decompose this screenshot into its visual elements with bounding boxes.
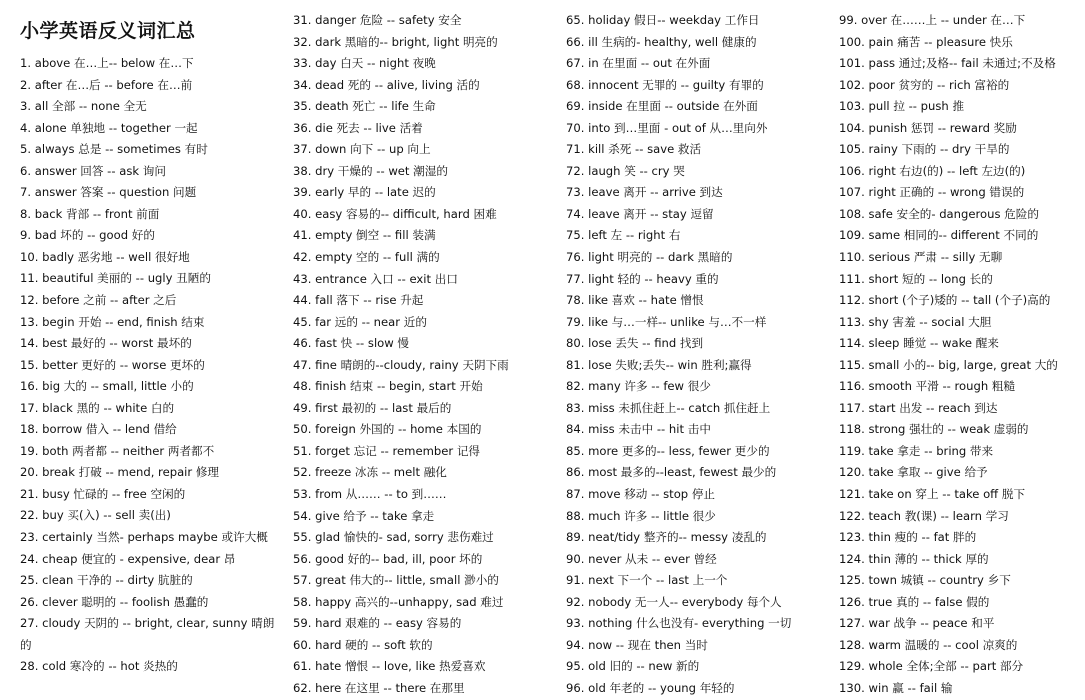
word-pair-item: 99. over 在……上 -- under 在…下 xyxy=(839,13,1026,27)
word-pair-item: 48. finish 结束 -- begin, start 开始 xyxy=(293,379,483,394)
word-pair-item: 32. dark 黑暗的-- bright, light 明亮的 xyxy=(293,34,498,49)
word-pair-item: 26. clever 聪明的 -- foolish 愚蠢的 xyxy=(20,594,209,609)
word-pair-item: 23. certainly 当然- perhaps maybe 或许大概 xyxy=(20,530,268,545)
word-pair-item: 76. light 明亮的 -- dark 黑暗的 xyxy=(566,250,733,265)
word-pair-item: 95. old 旧的 -- new 新的 xyxy=(566,659,700,674)
word-pair-item: 93. nothing 什么也没有- everything 一切 xyxy=(566,616,792,631)
word-pair-item: 40. easy 容易的-- difficult, hard 困难 xyxy=(293,206,497,221)
word-pair-item: 7. answer 答案 -- question 问题 xyxy=(20,185,197,200)
word-pair-item: 125. town 城镇 -- country 乡下 xyxy=(839,573,1011,588)
word-pair-item: 106. right 右边(的) -- left 左边(的) xyxy=(839,163,1026,178)
word-pair-item: 53. from 从…… -- to 到…… xyxy=(293,487,447,502)
word-pair-item: 74. leave 离开 -- stay 逗留 xyxy=(566,206,714,221)
word-pair-item: 58. happy 高兴的--unhappy, sad 难过 xyxy=(293,594,504,609)
word-pair-item: 18. borrow 借入 -- lend 借给 xyxy=(20,422,177,437)
word-pair-item: 86. most 最多的--least, fewest 最少的 xyxy=(566,465,777,480)
word-pair-item: 14. best 最好的 -- worst 最坏的 xyxy=(20,336,192,351)
word-pair-item: 111. short 短的 -- long 长的 xyxy=(839,271,993,286)
word-pair-item: 60. hard 硬的 -- soft 软的 xyxy=(293,637,433,652)
word-pair-item: 130. win 赢 -- fail 输 xyxy=(839,680,953,695)
word-pair-item: 128. warm 温暖的 -- cool 凉爽的 xyxy=(839,637,1018,652)
word-pair-item: 17. black 黑的 -- white 白的 xyxy=(20,400,175,415)
word-pair-item: 27. cloudy 天阴的 -- bright, clear, sunny 晴朗的 xyxy=(20,616,275,652)
word-pair-item: 62. here 在这里 -- there 在那里 xyxy=(293,680,465,695)
word-pair-item: 75. left 左 -- right 右 xyxy=(566,228,681,243)
word-pair-item: 113. shy 害羞 -- social 大胆 xyxy=(839,314,992,329)
word-pair-item: 43. entrance 入口 -- exit 出口 xyxy=(293,271,458,286)
word-pair-item: 81. lose 失败;丢失-- win 胜利;赢得 xyxy=(566,357,752,372)
word-pair-item: 49. first 最初的 -- last 最后的 xyxy=(293,400,452,415)
word-pair-item: 39. early 早的 -- late 迟的 xyxy=(293,185,436,200)
word-pair-item: 91. next 下一个 -- last 上一个 xyxy=(566,573,728,588)
word-pair-item: 126. true 真的 -- false 假的 xyxy=(839,594,990,609)
word-pair-item: 68. innocent 无罪的 -- guilty 有罪的 xyxy=(566,77,764,92)
word-pair-item: 4. alone 单独地 -- together 一起 xyxy=(20,120,198,135)
word-pair-item: 105. rainy 下雨的 -- dry 干旱的 xyxy=(839,142,1010,157)
word-pair-item: 22. buy 买(入) -- sell 卖(出) xyxy=(20,508,171,523)
word-pair-item: 13. begin 开始 -- end, finish 结束 xyxy=(20,314,205,329)
word-pair-item: 80. lose 丢失 -- find 找到 xyxy=(566,336,704,351)
word-pair-item: 42. empty 空的 -- full 满的 xyxy=(293,250,440,265)
column-4 xyxy=(839,10,1079,700)
word-pair-item: 121. take on 穿上 -- take off 脱下 xyxy=(839,487,1026,502)
word-pair-item: 52. freeze 冰冻 -- melt 融化 xyxy=(293,465,447,480)
word-pair-item: 115. small 小的-- big, large, great 大的 xyxy=(839,357,1058,372)
word-pair-item: 124. thin 薄的 -- thick 厚的 xyxy=(839,551,989,566)
word-pair-item: 70. into 到…里面 - out of 从…里向外 xyxy=(566,120,768,135)
word-pair-item: 107. right 正确的 -- wrong 错误的 xyxy=(839,185,1025,200)
word-pair-item: 104. punish 惩罚 -- reward 奖励 xyxy=(839,120,1017,135)
word-pair-item: 41. empty 倒空 -- fill 装满 xyxy=(293,228,436,243)
word-pair-item: 25. clean 干净的 -- dirty 肮脏的 xyxy=(20,573,193,588)
word-pair-item: 67. in 在里面 -- out 在外面 xyxy=(566,56,711,71)
word-pair-item: 71. kill 杀死 -- save 救活 xyxy=(566,142,702,157)
word-pair-item: 15. better 更好的 -- worse 更坏的 xyxy=(20,357,205,372)
word-pair-item: 96. old 年老的 -- young 年轻的 xyxy=(566,680,735,695)
word-pair-item: 6. answer 回答 -- ask 询问 xyxy=(20,163,166,178)
word-pair-item: 88. much 许多 -- little 很少 xyxy=(566,508,716,523)
word-pair-item: 73. leave 离开 -- arrive 到达 xyxy=(566,185,723,200)
word-pair-item: 38. dry 干燥的 -- wet 潮湿的 xyxy=(293,163,448,178)
word-pair-item: 122. teach 教(课) -- learn 学习 xyxy=(839,508,1009,523)
word-pair-item: 82. many 许多 -- few 很少 xyxy=(566,379,711,394)
word-pair-item: 110. serious 严肃 -- silly 无聊 xyxy=(839,250,1003,265)
word-pair-item: 5. always 总是 -- sometimes 有时 xyxy=(20,142,208,157)
word-pair-item: 83. miss 未抓住赶上-- catch 抓住赶上 xyxy=(566,400,771,415)
column-1 xyxy=(20,10,275,678)
word-pair-item: 109. same 相同的-- different 不同的 xyxy=(839,228,1039,243)
word-pair-item: 90. never 从未 -- ever 曾经 xyxy=(566,551,717,566)
word-pair-item: 94. now -- 现在 then 当时 xyxy=(566,637,708,652)
word-pair-item: 45. far 远的 -- near 近的 xyxy=(293,314,427,329)
word-pair-item: 77. light 轻的 -- heavy 重的 xyxy=(566,271,719,286)
word-pair-item: 119. take 拿走 -- bring 带来 xyxy=(839,443,994,458)
word-pair-item: 79. like 与…一样-- unlike 与…不一样 xyxy=(566,314,767,329)
word-pair-item: 10. badly 恶劣地 -- well 很好地 xyxy=(20,249,190,264)
word-pair-item: 36. die 死去 -- live 活着 xyxy=(293,120,423,135)
word-pair-item: 8. back 背部 -- front 前面 xyxy=(20,206,160,221)
word-pair-item: 31. danger 危险 -- safety 安全 xyxy=(293,13,462,27)
word-pair-item: 89. neat/tidy 整齐的-- messy 凌乱的 xyxy=(566,530,767,545)
word-pair-item: 9. bad 坏的 -- good 好的 xyxy=(20,228,155,243)
word-pair-item: 35. death 死亡 -- life 生命 xyxy=(293,99,436,114)
word-pair-item: 127. war 战争 -- peace 和平 xyxy=(839,616,995,631)
word-pair-item: 114. sleep 睡觉 -- wake 醒来 xyxy=(839,336,999,351)
word-pair-item: 108. safe 安全的- dangerous 危险的 xyxy=(839,206,1039,221)
word-pair-item: 59. hard 艰难的 -- easy 容易的 xyxy=(293,616,462,631)
word-pair-item: 51. forget 忘记 -- remember 记得 xyxy=(293,443,481,458)
word-pair-item: 103. pull 拉 -- push 推 xyxy=(839,99,965,114)
word-pair-item: 19. both 两者都 -- neither 两者都不 xyxy=(20,443,215,458)
word-pair-item: 118. strong 强壮的 -- weak 虚弱的 xyxy=(839,422,1029,437)
word-pair-item: 28. cold 寒冷的 -- hot 炎热的 xyxy=(20,659,178,674)
word-pair-item: 101. pass 通过;及格-- fail 未通过;不及格 xyxy=(839,56,1056,71)
word-pair-item: 100. pain 痛苦 -- pleasure 快乐 xyxy=(839,34,1013,49)
word-pair-item: 84. miss 未击中 -- hit 击中 xyxy=(566,422,711,437)
column-3 xyxy=(566,10,831,700)
word-pair-item: 16. big 大的 -- small, little 小的 xyxy=(20,379,194,394)
word-pair-item: 2. after 在…后 -- before 在…前 xyxy=(20,77,193,92)
word-pair-item: 123. thin 瘦的 -- fat 胖的 xyxy=(839,530,977,545)
word-pair-item: 120. take 拿取 -- give 给予 xyxy=(839,465,988,480)
word-pair-item: 12. before 之前 -- after 之后 xyxy=(20,293,177,308)
word-pair-item: 54. give 给予 -- take 拿走 xyxy=(293,508,435,523)
word-pair-item: 3. all 全部 -- none 全无 xyxy=(20,99,147,114)
word-pair-item: 44. fall 落下 -- rise 升起 xyxy=(293,293,424,308)
word-pair-item: 112. short (个子)矮的 -- tall (个子)高的 xyxy=(839,293,1051,308)
word-pair-item: 24. cheap 便宜的 - expensive, dear 昂 xyxy=(20,551,236,566)
page-title: 小学英语反义词汇总 xyxy=(20,20,196,42)
word-pair-item: 20. break 打破 -- mend, repair 修理 xyxy=(20,465,220,480)
word-pair-item: 55. glad 愉快的- sad, sorry 悲伤难过 xyxy=(293,530,494,545)
word-pair-item: 92. nobody 无一人-- everybody 每个人 xyxy=(566,594,782,609)
word-pair-item: 117. start 出发 -- reach 到达 xyxy=(839,400,998,415)
word-pair-item: 37. down 向下 -- up 向上 xyxy=(293,142,431,157)
word-pair-item: 69. inside 在里面 -- outside 在外面 xyxy=(566,99,758,114)
word-pair-item: 56. good 好的-- bad, ill, poor 坏的 xyxy=(293,551,483,566)
word-pair-item: 11. beautiful 美丽的 -- ugly 丑陋的 xyxy=(20,271,211,286)
word-pair-item: 1. above 在…上-- below 在…下 xyxy=(20,56,194,70)
word-pair-item: 34. dead 死的 -- alive, living 活的 xyxy=(293,77,480,92)
word-pair-item: 87. move 移动 -- stop 停止 xyxy=(566,487,716,502)
word-pair-item: 50. foreign 外国的 -- home 本国的 xyxy=(293,422,482,437)
word-pair-item: 85. more 更多的-- less, fewer 更少的 xyxy=(566,443,770,458)
column-2 xyxy=(293,10,558,700)
word-pair-item: 116. smooth 平滑 -- rough 粗糙 xyxy=(839,379,1016,394)
word-pair-item: 57. great 伟大的-- little, small 渺小的 xyxy=(293,573,499,588)
word-pair-item: 78. like 喜欢 -- hate 憎恨 xyxy=(566,293,704,308)
word-pair-item: 47. fine 晴朗的--cloudy, rainy 天阴下雨 xyxy=(293,357,509,372)
word-pair-item: 102. poor 贫穷的 -- rich 富裕的 xyxy=(839,77,1010,92)
word-pair-item: 65. holiday 假日-- weekday 工作日 xyxy=(566,13,760,27)
word-pair-item: 33. day 白天 -- night 夜晚 xyxy=(293,56,436,71)
word-pair-item: 66. ill 生病的- healthy, well 健康的 xyxy=(566,34,757,49)
word-pair-item: 46. fast 快 -- slow 慢 xyxy=(293,336,410,351)
word-pair-item: 72. laugh 笑 -- cry 哭 xyxy=(566,163,685,178)
word-pair-item: 61. hate 憎恨 -- love, like 热爱喜欢 xyxy=(293,659,486,674)
word-pair-item: 21. busy 忙碌的 -- free 空闲的 xyxy=(20,486,186,501)
word-pair-item: 129. whole 全体;全部 -- part 部分 xyxy=(839,659,1024,674)
